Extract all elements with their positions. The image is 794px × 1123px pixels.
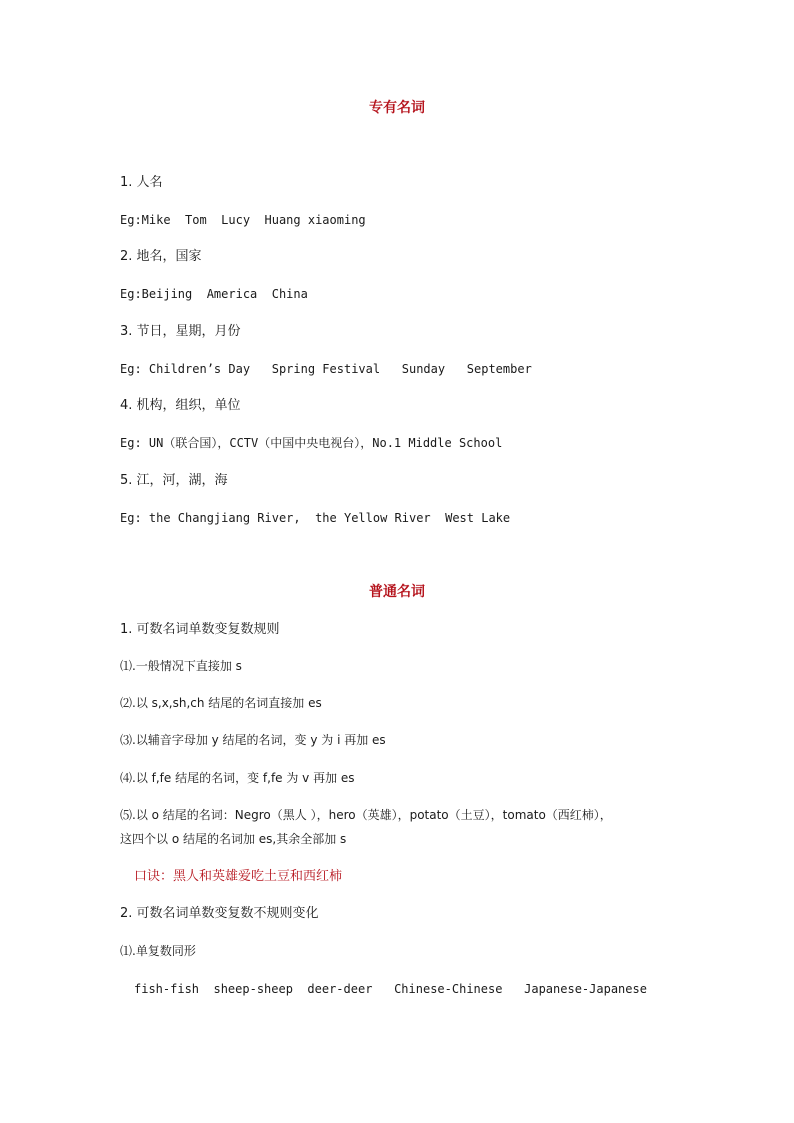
rule2-sub: ⑴.单复数同形 bbox=[120, 944, 196, 958]
proper-noun-item-example: Eg: the Changjiang River, the Yellow River West Lake bbox=[120, 511, 511, 525]
proper-noun-item-title: 1. 人名 bbox=[120, 175, 163, 190]
common-nouns-heading: 普通名词 bbox=[369, 584, 425, 600]
rule1-title: 1. 可数名词单数变复数规则 bbox=[120, 622, 280, 637]
rule1-item: ⑴.一般情况下直接加 s bbox=[120, 659, 242, 673]
rule1-item: ⑵.以 s,x,sh,ch 结尾的名词直接加 es bbox=[120, 696, 322, 710]
proper-noun-item-example: Eg:Beijing America China bbox=[120, 287, 308, 301]
proper-noun-item-title: 2. 地名，国家 bbox=[120, 249, 202, 264]
proper-noun-item-title: 5. 江，河，湖，海 bbox=[120, 473, 228, 488]
proper-noun-item-example: Eg: UN（联合国），CCTV（中国中央电视台），No.1 Middle School bbox=[120, 436, 503, 450]
proper-noun-item-title: 3. 节日，星期，月份 bbox=[120, 324, 241, 339]
mnemonic: 口诀：黑人和英雄爱吃土豆和西红柿 bbox=[134, 869, 343, 884]
proper-noun-item-example: Eg:Mike Tom Lucy Huang xiaoming bbox=[120, 213, 366, 227]
rule2-examples: fish-fish sheep-sheep deer-deer Chinese-Chinese Japanese-Japanese bbox=[134, 982, 647, 996]
proper-noun-item-example: Eg: Children’s Day Spring Festival Sunday September bbox=[120, 362, 532, 376]
rule1-item: ⑷.以 f,fe 结尾的名词，变 f,fe 为 v 再加 es bbox=[120, 771, 355, 785]
rule1-item: ⑸.以 o 结尾的名词：Negro（黑人 ），hero（英雄），potato（土豆），tomato（西红柿）， bbox=[120, 808, 612, 822]
rule2-title: 2. 可数名词单数变复数不规则变化 bbox=[120, 906, 319, 921]
rule1-item: ⑶.以辅音字母加 y 结尾的名词，变 y 为 i 再加 es bbox=[120, 733, 386, 747]
proper-noun-item-title: 4. 机构，组织，单位 bbox=[120, 398, 241, 413]
proper-nouns-heading: 专有名词 bbox=[369, 100, 425, 116]
rule1-item: 这四个以 o 结尾的名词加 es,其余全部加 s bbox=[120, 832, 347, 846]
